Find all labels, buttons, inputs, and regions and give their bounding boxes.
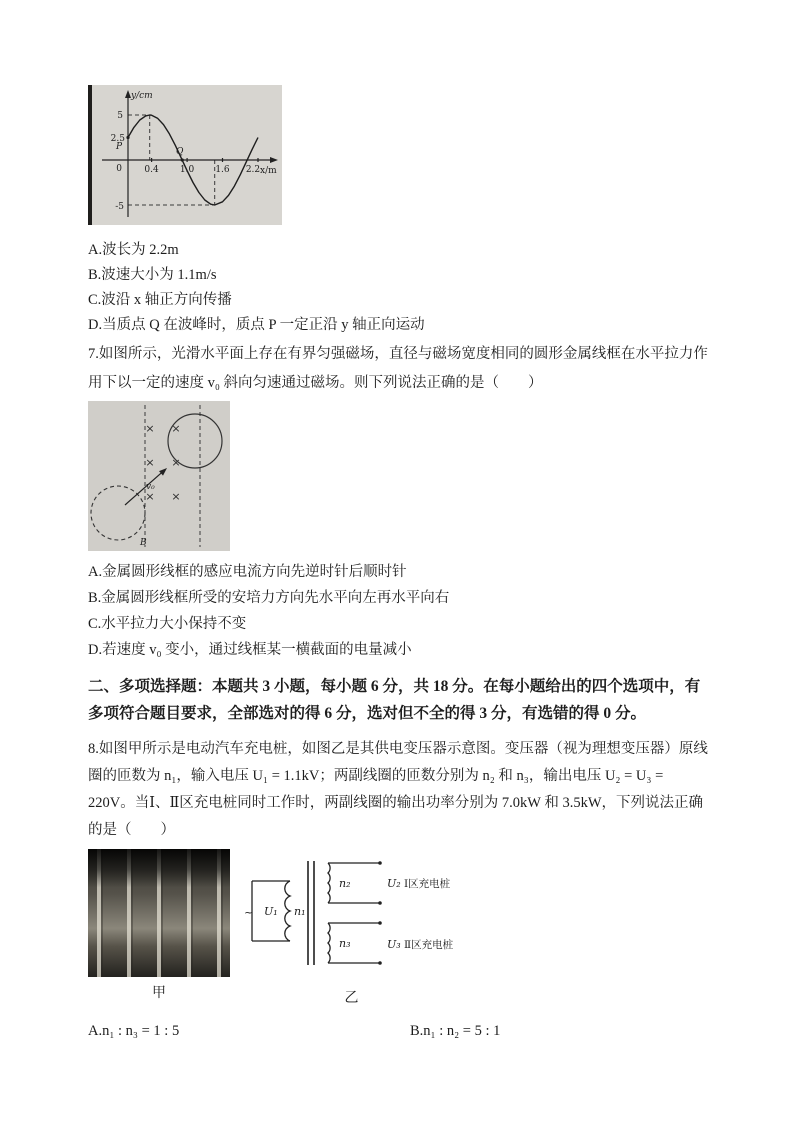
q7-option-d: D.若速度 v₀ 变小，通过线框某一横截面的电量减小 bbox=[88, 642, 412, 658]
q6-option-b: B.波速大小为 1.1m/s bbox=[88, 267, 217, 283]
field-diagram-svg bbox=[88, 401, 230, 551]
q7-option-a: A.金属圆形线框的感应电流方向先逆时针后顺时针 bbox=[88, 564, 407, 580]
charging-station-photo-block bbox=[88, 849, 230, 1002]
question-8-options bbox=[88, 1023, 712, 1045]
x-axis-label: x/m bbox=[260, 166, 277, 176]
question-7-stem: 7.如图所示，光滑水平面上存在有界匀强磁场，直径与磁场宽度相同的圆形金属线框在水平拉力作用下以一定的速度 v₀ 斜向匀速通过磁场。则下列说法正确的是（ ） bbox=[88, 346, 708, 391]
field-b-label: B bbox=[140, 538, 147, 548]
zone1-label: Ⅰ区充电桩 bbox=[404, 879, 451, 890]
n2-label: n₂ bbox=[339, 877, 351, 890]
q8-option-a: A.n₁ : n₃ = 1 : 5 bbox=[88, 1023, 180, 1039]
u2-label: U₂ bbox=[387, 877, 401, 890]
circuit-caption: 乙 bbox=[344, 991, 359, 1006]
question-8-stem: 8.如图甲所示是电动汽车充电桩，如图乙是其供电变压器示意图。变压器（视为理想变压器）原线圈的匝数为 n₁，输入电压 U₁ = 1.1kV；两副线圈的匝数分别为 n₂ 和 n₃，输出电压 U₂ = U₃ = 220V。当Ⅰ、Ⅱ区充电桩同时工作时，两副线圈的输出功率分别为 7.0kW 和 3.5kW，下列说法正确的是（ ） bbox=[88, 741, 708, 838]
svg-text:×: × bbox=[145, 490, 155, 503]
y-axis-label: y/cm bbox=[131, 91, 153, 101]
section-2-heading: 二、多项选择题：本题共 3 小题，每小题 6 分，共 18 分。在每小题给出的四个选项中，有多项符合题目要求，全部选对的得 6 分，选对但不全的得 3 分，有选错的得 0 分。 bbox=[88, 678, 701, 722]
u3-label: U₃ bbox=[387, 938, 401, 951]
q7-option-c: C.水平拉力大小保持不变 bbox=[88, 616, 247, 632]
x-tick-16: 1.6 bbox=[215, 165, 230, 175]
charging-station-photo bbox=[88, 849, 230, 977]
u1-label: U₁ bbox=[264, 905, 278, 918]
wave-axes bbox=[102, 90, 278, 217]
q8-option-b: B.n₁ : n₂ = 5 : 1 bbox=[410, 1023, 501, 1039]
transformer-circuit-svg bbox=[244, 849, 459, 977]
point-p-dot bbox=[126, 136, 129, 139]
svg-text:×: × bbox=[171, 490, 181, 503]
secondary-winding-top bbox=[328, 861, 382, 905]
q6-option-a: A.波长为 2.2m bbox=[88, 242, 179, 258]
ac-source bbox=[244, 881, 253, 941]
wave-graph-svg bbox=[92, 85, 282, 225]
exiting-loop-circle bbox=[168, 414, 222, 468]
velocity-label: v₀ bbox=[146, 482, 155, 492]
magnetic-field-figure bbox=[88, 401, 230, 551]
ac-symbol: ~ bbox=[244, 906, 254, 919]
y-tick-5: 5 bbox=[117, 111, 123, 121]
n1-label: n₁ bbox=[294, 905, 306, 918]
x-tick-22: 2.2 bbox=[245, 165, 261, 175]
question-7-options bbox=[88, 559, 712, 663]
wave-figure bbox=[88, 85, 282, 225]
q6-option-c: C.波沿 x 轴正方向传播 bbox=[88, 292, 232, 308]
secondary-winding-bottom bbox=[328, 921, 382, 965]
x-tick-04: 0.4 bbox=[144, 165, 159, 175]
point-q-dot bbox=[181, 158, 184, 161]
y-tick-neg5: -5 bbox=[115, 202, 124, 212]
question-6-options bbox=[88, 238, 712, 338]
svg-text:×: × bbox=[171, 456, 181, 469]
transformer-core bbox=[308, 861, 314, 965]
q6-option-d: D.当质点 Q 在波峰时，质点 P 一定正沿 y 轴正向运动 bbox=[88, 317, 425, 333]
zone2-label: Ⅱ区充电桩 bbox=[404, 940, 454, 951]
svg-text:×: × bbox=[145, 422, 155, 435]
photo-caption: 甲 bbox=[152, 986, 166, 1001]
svg-text:×: × bbox=[145, 456, 155, 469]
y-tick-2-5: 2.5 bbox=[110, 134, 125, 144]
question-8-figure bbox=[88, 849, 712, 1007]
point-q-label: Q bbox=[176, 147, 184, 157]
n3-label: n₃ bbox=[339, 937, 351, 950]
q7-option-b: B.金属圆形线框所受的安培力方向先水平向左再水平向右 bbox=[88, 590, 450, 606]
point-p-label: P bbox=[116, 142, 123, 152]
svg-text:×: × bbox=[171, 422, 181, 435]
origin-label: 0 bbox=[116, 164, 122, 174]
x-tick-10: 1.0 bbox=[179, 165, 195, 175]
transformer-circuit-block bbox=[244, 849, 459, 1007]
